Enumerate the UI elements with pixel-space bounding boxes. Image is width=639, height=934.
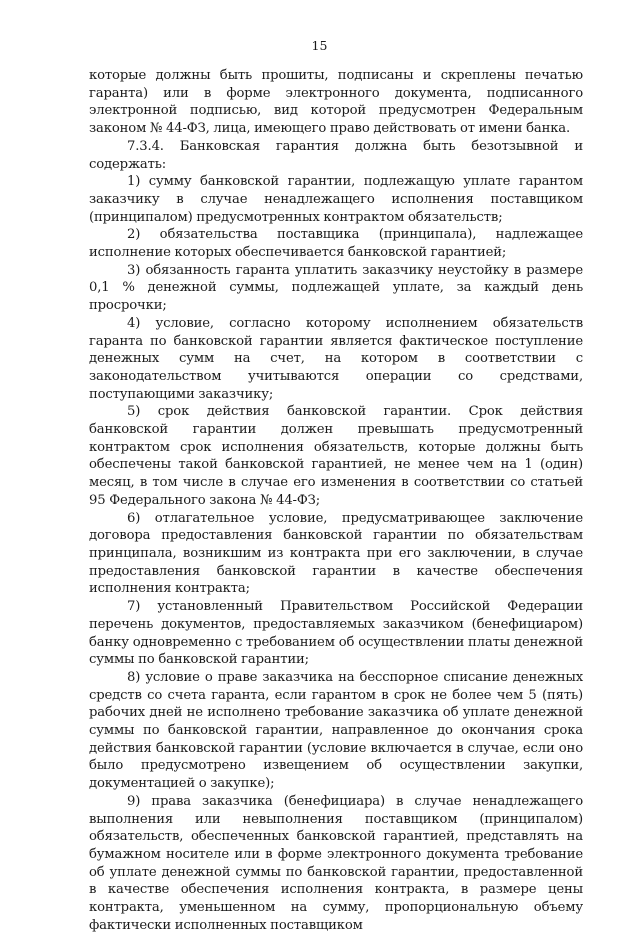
paragraph: 9) права заказчика (бенефициара) в случае ненадлежащего выполнения или невыполнения поставщиком (принципалом) обязательств, обеспеченных банковской гарантией, представлять на бумажном носителе или в форме электронного документа требование об уплате денежной суммы по банковской гарантии, предоставленной в качестве обеспечения исполнения контракта, в размере цены контракта, уменьшенном на сумму, пропорциональную объему фактически исполненных поставщиком xyxy=(89,793,583,933)
paragraph: 2) обязательства поставщика (принципала), надлежащее исполнение которых обеспечивается банковской гарантией; xyxy=(89,227,583,261)
paragraph: 7.3.4. Банковская гарантия должна быть безотзывной и содержать: xyxy=(89,138,583,172)
paragraph: 3) обязанность гаранта уплатить заказчику неустойку в размере 0,1 % денежной суммы, подлежащей уплате, за каждый день просрочки; xyxy=(89,262,583,314)
document-body xyxy=(89,67,583,934)
paragraph: 4) условие, согласно которому исполнением обязательств гаранта по банковской гарантии является фактическое поступление денежных сумм на счет, на котором в соответствии с законодательством учитываются операции со средствами, поступающими заказчику; xyxy=(89,315,583,402)
paragraph: 6) отлагательное условие, предусматривающее заключение договора предоставления банковской гарантии по обязательствам принципала, возникшим из контракта при его заключении, в случае предоставления банковской гарантии в качестве обеспечения исполнения контракта; xyxy=(89,510,583,597)
page-number: 15 xyxy=(311,38,328,53)
paragraph: 1) сумму банковской гарантии, подлежащую уплате гарантом заказчику в случае ненадлежащего исполнения поставщиком (принципалом) предусмотренных контрактом обязательств; xyxy=(89,174,583,225)
paragraph: 7) установленный Правительством Российской Федерации перечень документов, предоставляемых заказчиком (бенефициаром) банку одновременно с требованием об осуществлении платы денежной суммы по банковской гарантии; xyxy=(89,599,583,668)
paragraph: 8) условие о праве заказчика на бесспорное списание денежных средств со счета гаранта, если гарантом в срок не более чем 5 (пять) рабочих дней не исполнено требование заказчика об уплате денежной суммы по банковской гарантии, направленное до окончания срока действия банковской гарантии (условие включается в случае, если оно было предусмотрено извещением об осуществлении закупки, документацией о закупке); xyxy=(89,669,583,792)
paragraph: которые должны быть прошиты, подписаны и скреплены печатью гаранта) или в форме электронного документа, подписанного электронной подписью, вид которой предусмотрен Федеральным законом № 44-ФЗ, лица, имеющего право действовать от имени банка. xyxy=(89,68,583,137)
paragraph: 5) срок действия банковской гарантии. Срок действия банковской гарантии должен превышать предусмотренный контрактом срок исполнения обязательств, которые должны быть обеспечены такой банковской гарантией, не менее чем на 1 (один) месяц, в том числе в случае его изменения в соответствии со статьей 95 Федерального закона № 44-ФЗ; xyxy=(89,404,583,508)
